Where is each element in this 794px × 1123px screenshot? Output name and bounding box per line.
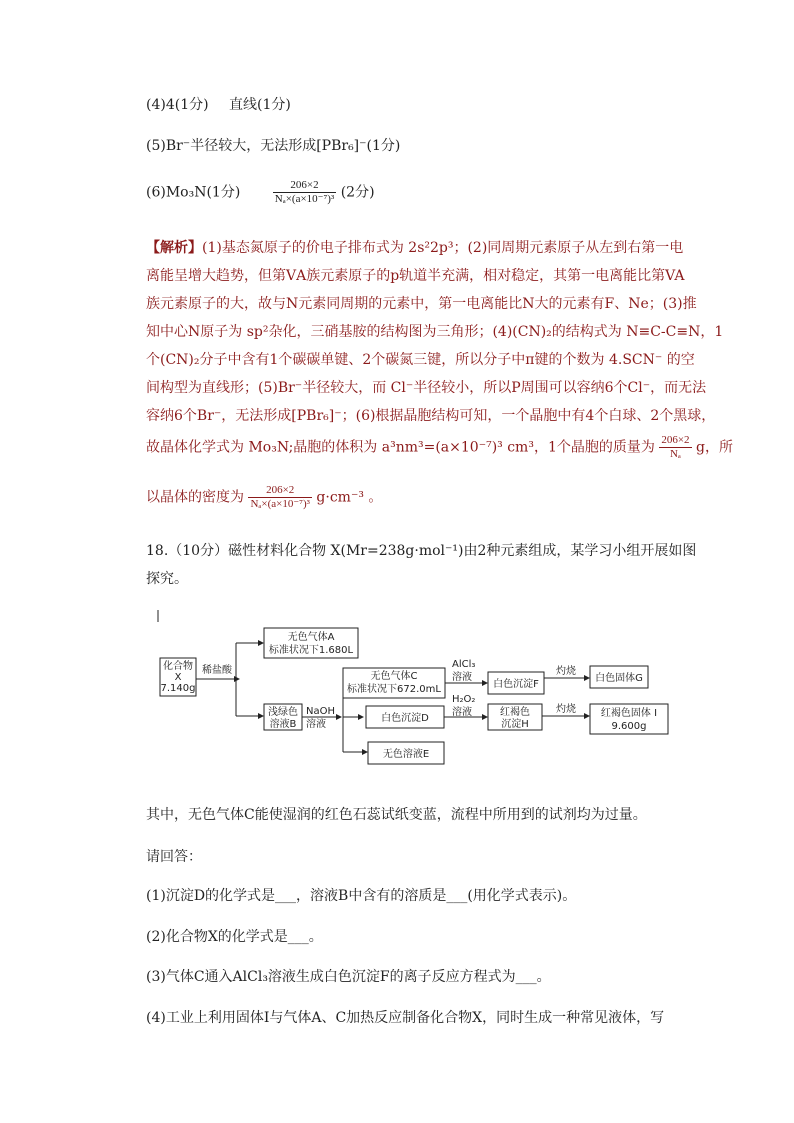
analysis-line-9: 以晶体的密度为 $\frac{206\times 2}{\text{Nₐ×(a×10⁻⁷)³}}$ g·cm⁻³ 。 xyxy=(146,484,383,510)
answer-4-shape: 直线(1分) xyxy=(229,97,291,113)
question-18-line-2: 探究。 xyxy=(146,571,188,587)
b-label-2: 溶液B xyxy=(269,719,297,730)
analysis-line-7: 容纳6个Br⁻，无法形成[PBr₆]⁻；(6)根据晶胞结构可知，一个晶胞中有4个白球、2个黑球， xyxy=(146,408,716,424)
arrowhead xyxy=(482,714,488,720)
a-label-1: 无色气体A xyxy=(287,632,335,643)
h-label-2: 沉淀H xyxy=(501,719,529,730)
reagent-acid: 稀盐酸 xyxy=(202,665,232,676)
density-fraction: $\frac{206\times 2}{\text{Nₐ×(a×10⁻⁷)³}}$ xyxy=(250,484,310,510)
reagent-alcl3-2: 溶液 xyxy=(452,672,472,683)
arrowhead xyxy=(584,675,590,681)
h-label-1: 红褐色 xyxy=(500,707,530,718)
arrowhead xyxy=(482,680,488,686)
reagent-alcl3-1: AlCl₃ xyxy=(452,659,476,670)
analysis-line-4: 知中心N原子为 sp²杂化，三硝基胺的结构图为三角形；(4)(CN)₂的结构式为 N≡C-C≡N，1 xyxy=(146,324,724,340)
x-label-3: 7.140g xyxy=(160,683,196,694)
please-answer: 请回答： xyxy=(146,849,202,865)
x-label-1: 化合物 xyxy=(163,661,193,672)
analysis-line-5: 个(CN)₂分子中含有1个碳碳单键、2个碳氮三键，所以分子中π键的个数为 4.SCN⁻ 的空 xyxy=(146,352,695,368)
i-label-1: 红褐色固体 I xyxy=(600,708,658,719)
e-label: 无色溶液E xyxy=(382,749,430,760)
answer-5: (5)Br⁻半径较大，无法形成[PBr₆]⁻(1分) xyxy=(146,138,401,154)
analysis-line-6: 间构型为直线形；(5)Br⁻半径较大，而 Cl⁻半径较小，所以P周围可以容纳6个Cl⁻，而无法 xyxy=(146,380,707,396)
arrowhead xyxy=(584,713,590,719)
sub-question-4: (4)工业上利用固体I与气体A、C加热反应制备化合物X，同时生成一种常见液体，写 xyxy=(146,1010,665,1026)
arrowhead xyxy=(258,713,264,719)
a-label-2: 标准状况下1.680L xyxy=(268,645,354,656)
answer-4-count: (4)4(1分) xyxy=(146,97,209,113)
c-label-1: 无色气体C xyxy=(370,671,418,682)
arrowhead xyxy=(234,676,240,682)
analysis-line-2: 离能呈增大趋势，但第ⅤA族元素原子的p轨道半充满，相对稳定，其第一电离能比第VA xyxy=(146,268,685,284)
arrowhead xyxy=(336,714,342,720)
fraction-numerator: 206×2 xyxy=(290,179,319,191)
arrowhead xyxy=(358,714,364,720)
i-label-2: 9.600g xyxy=(611,721,647,732)
reagent-naoh-2: 溶液 xyxy=(306,719,326,730)
reagent-h2o2-1: H₂O₂ xyxy=(452,694,476,705)
analysis-line-3: 族元素原子的大，故与N元素同周期的元素中，第一电离能比N大的元素有F、Ne；(3)推 xyxy=(146,296,697,312)
sub-question-3: (3)气体C通入AlCl₃溶液生成白色沉淀F的离子反应方程式为___。 xyxy=(146,969,551,985)
c-label-2: 标准状况下672.0mL xyxy=(347,684,441,695)
question-18-line-1: 18.（10分）磁性材料化合物 X(Mr=238g·mol⁻¹)由2种元素组成，某学习小组开展如图 xyxy=(146,543,697,559)
answer-6-points: (2分) xyxy=(340,184,375,201)
fraction-denominator: Nₐ×(a×10⁻⁷)³ xyxy=(274,193,335,205)
reagent-h2o2-2: 溶液 xyxy=(452,707,472,718)
f-label: 白色沉淀F xyxy=(493,679,539,690)
reagent-naoh-1: NaOH xyxy=(306,706,335,717)
note-gas-c: 其中，无色气体C能使湿润的红色石蕊试纸变蓝，流程中所用到的试剂均为过量。 xyxy=(146,807,647,823)
answer-6-formula: (6)Mo₃N(1分) xyxy=(146,184,241,201)
arrowhead xyxy=(258,640,264,646)
b-label-1: 浅绿色 xyxy=(268,707,298,718)
process-burn-1: 灼烧 xyxy=(556,666,576,677)
process-burn-2: 灼烧 xyxy=(556,704,576,715)
g-label: 白色固体G xyxy=(595,673,643,684)
analysis-line-8: 故晶体化学式为 Mo₃N;晶胞的体积为 a³nm³=(a×10⁻⁷)³ cm³，1个晶胞的质量为 $\frac{206\times 2}{\text{Nₐ}}$ g，所 xyxy=(146,434,733,460)
analysis-tag: 【解析】 xyxy=(146,240,202,256)
arrowhead xyxy=(362,749,368,755)
sub-question-2: (2)化合物X的化学式是___。 xyxy=(146,929,323,945)
d-label: 白色沉淀D xyxy=(381,713,429,724)
x-label-2: X xyxy=(174,672,182,683)
sub-question-1: (1)沉淀D的化学式是___，溶液B中含有的溶质是___(用化学式表示)。 xyxy=(146,888,577,904)
mass-fraction: $\frac{206\times 2}{\text{Nₐ}}$ xyxy=(661,434,690,460)
analysis-line-1: 【解析】(1)基态氮原子的价电子排布式为 2s²2p³；(2)同周期元素原子从左到右第一电 xyxy=(146,240,684,256)
